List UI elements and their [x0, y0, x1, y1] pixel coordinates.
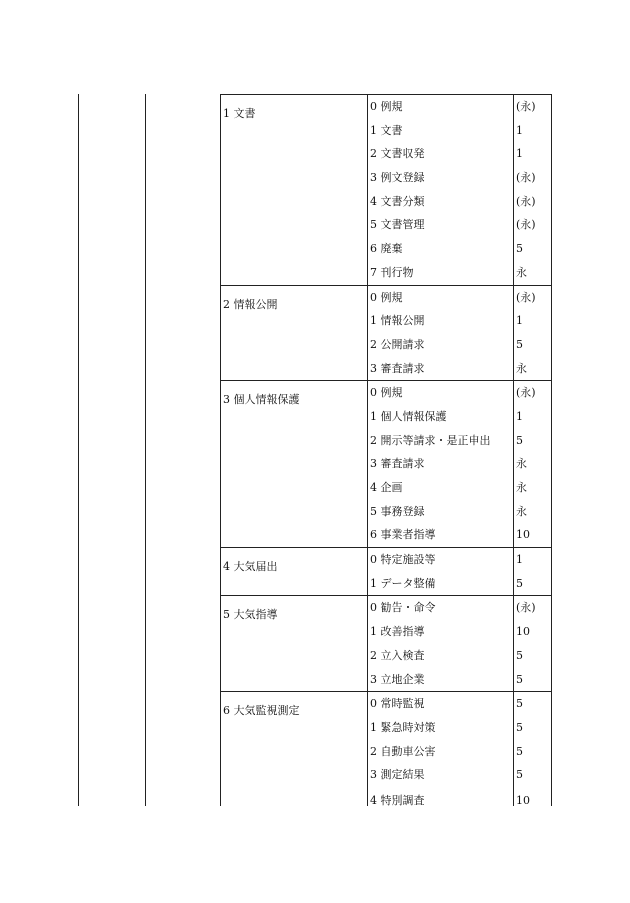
- category-label: 6 大気監視測定: [223, 704, 300, 718]
- retention-period: 1: [516, 553, 523, 567]
- outer-rule-2: [145, 94, 146, 806]
- table-row: [220, 740, 551, 764]
- table-row: [220, 237, 551, 261]
- subcategory-label: 0 例規: [370, 290, 403, 304]
- subcategory-label: 1 文書: [370, 123, 403, 137]
- category-group: [220, 691, 551, 810]
- category-label: 3 個人情報保護: [223, 393, 300, 407]
- table-row: [220, 692, 551, 716]
- retention-table: [220, 94, 551, 811]
- retention-period: 10: [516, 793, 530, 807]
- retention-period: 5: [516, 576, 523, 590]
- retention-period: 1: [516, 123, 523, 137]
- category-label: 4 大気届出: [223, 560, 278, 574]
- subcategory-label: 3 立地企業: [370, 672, 425, 686]
- table-row: [220, 429, 551, 453]
- table-row: [220, 119, 551, 143]
- subcategory-label: 5 文書管理: [370, 218, 425, 232]
- retention-period: (永): [516, 290, 536, 304]
- subcategory-label: 2 文書収発: [370, 147, 425, 161]
- table-row: [220, 452, 551, 476]
- subcategory-label: 6 事業者指導: [370, 528, 436, 542]
- outer-rule-1: [78, 94, 79, 806]
- table-row: [220, 523, 551, 547]
- table-row: [220, 668, 551, 692]
- category-group: [220, 94, 551, 285]
- table-row: [220, 572, 551, 596]
- subcategory-label: 2 開示等請求・是正申出: [370, 433, 491, 447]
- table-row: [220, 95, 551, 119]
- table-row: [220, 405, 551, 429]
- retention-period: 永: [516, 361, 527, 375]
- retention-period: (永): [516, 171, 536, 185]
- retention-period: 1: [516, 314, 523, 328]
- retention-period: 永: [516, 481, 527, 494]
- retention-period: (永): [516, 194, 536, 208]
- table-row: [220, 357, 551, 381]
- table-row: [220, 500, 551, 524]
- subcategory-label: 0 例規: [370, 100, 403, 113]
- table-row: [220, 476, 551, 500]
- table-row: [220, 142, 551, 166]
- retention-period: 5: [516, 337, 523, 351]
- table-row: [220, 716, 551, 740]
- subcategory-label: 3 測定結果: [370, 768, 425, 782]
- retention-period: 永: [516, 457, 527, 471]
- retention-period: 1: [516, 409, 523, 423]
- subcategory-label: 0 特定施設等: [370, 553, 436, 567]
- subcategory-label: 1 データ整備: [370, 576, 436, 590]
- retention-period: 5: [516, 744, 523, 758]
- subcategory-label: 0 常時監視: [370, 697, 425, 711]
- subcategory-label: 4 特別調査: [370, 793, 425, 807]
- subcategory-label: 2 立入検査: [370, 648, 425, 662]
- retention-period: (永): [516, 100, 536, 113]
- retention-period: (永): [516, 218, 536, 232]
- table-right-rule: [551, 94, 552, 806]
- retention-period: 永: [516, 265, 527, 279]
- table-row: [220, 166, 551, 190]
- subcategory-label: 3 審査請求: [370, 457, 425, 471]
- subcategory-label: 2 自動車公害: [370, 744, 436, 758]
- subcategory-label: 1 緊急時対策: [370, 720, 436, 734]
- table-row: [220, 309, 551, 333]
- retention-period: 1: [516, 147, 523, 161]
- table-row: [220, 596, 551, 620]
- retention-period: 5: [516, 697, 523, 711]
- table-row: [220, 190, 551, 214]
- retention-period: (永): [516, 601, 536, 615]
- subcategory-label: 7 刊行物: [370, 265, 414, 279]
- category-group: [220, 285, 551, 381]
- subcategory-label: 4 文書分類: [370, 194, 425, 208]
- subcategory-label: 6 廃棄: [370, 242, 403, 256]
- category-group: [220, 595, 551, 691]
- table-row: [220, 763, 551, 787]
- table-row: [220, 286, 551, 310]
- subcategory-label: 2 公開請求: [370, 337, 425, 351]
- subcategory-label: 1 個人情報保護: [370, 409, 447, 423]
- subcategory-label: 3 審査請求: [370, 361, 425, 375]
- table-row: [220, 261, 551, 285]
- retention-period: 5: [516, 433, 523, 447]
- subcategory-label: 4 企画: [370, 481, 403, 494]
- category-label: 1 文書: [223, 107, 256, 120]
- table-row: [220, 548, 551, 572]
- category-label: 2 情報公開: [223, 297, 278, 311]
- table-row: [220, 213, 551, 237]
- subcategory-label: 1 改善指導: [370, 625, 425, 639]
- table-row: [220, 333, 551, 357]
- retention-period: 5: [516, 242, 523, 256]
- table-row: [220, 620, 551, 644]
- subcategory-label: 3 例文登録: [370, 171, 425, 185]
- table-row: [220, 381, 551, 405]
- table-row: [220, 787, 551, 811]
- retention-period: (永): [516, 386, 536, 400]
- retention-period: 10: [516, 625, 530, 639]
- category-group: [220, 547, 551, 595]
- subcategory-label: 0 例規: [370, 386, 403, 400]
- subcategory-label: 5 事務登録: [370, 504, 425, 518]
- retention-period: 5: [516, 672, 523, 686]
- retention-period: 5: [516, 768, 523, 782]
- category-label: 5 大気指導: [223, 608, 278, 622]
- subcategory-label: 0 勧告・命令: [370, 601, 436, 615]
- retention-period: 10: [516, 528, 530, 542]
- retention-period: 永: [516, 504, 527, 518]
- retention-period: 5: [516, 720, 523, 734]
- table-row: [220, 644, 551, 668]
- subcategory-label: 1 情報公開: [370, 314, 425, 328]
- category-group: [220, 380, 551, 547]
- retention-period: 5: [516, 648, 523, 662]
